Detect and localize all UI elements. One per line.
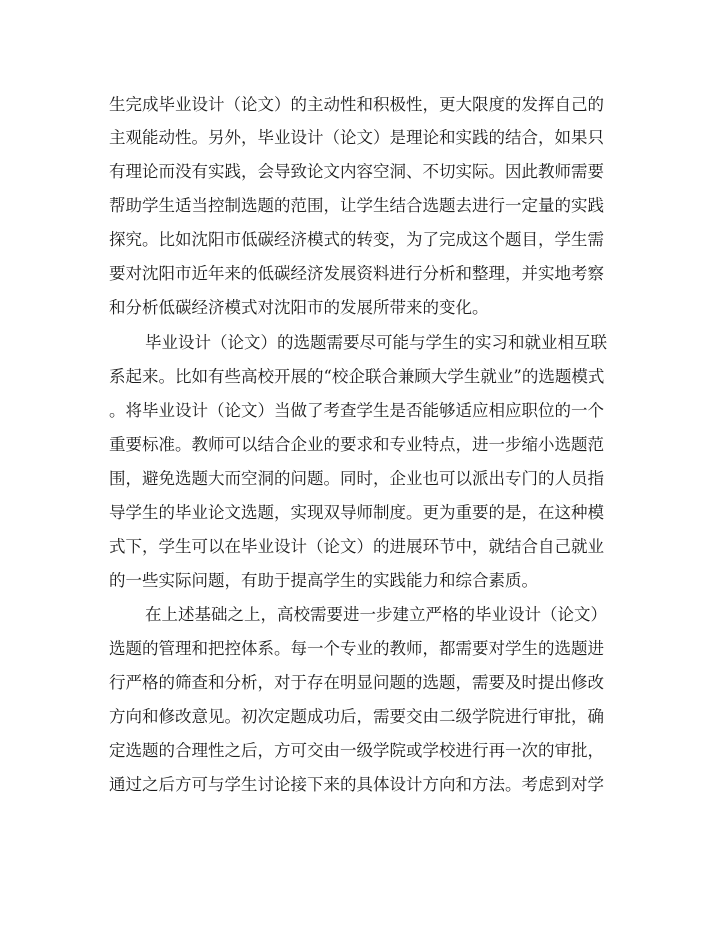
text-line: 主观能动性。另外，毕业设计（论文）是理论和实践的结合，如果只 bbox=[109, 128, 604, 147]
text-line: 导学生的毕业论文选题，实现双导师制度。更为重要的是，在这种模 bbox=[109, 503, 604, 522]
text-line: 系起来。比如有些高校开展的“校企联合兼顾大学生就业”的选题模式 bbox=[109, 367, 605, 386]
text-line: 方向和修改意见。初次定题成功后，需要交由二级学院进行审批，确 bbox=[109, 707, 604, 726]
text-line: 行严格的筛查和分析，对于存在明显问题的选题，需要及时提出修改 bbox=[109, 673, 604, 692]
paragraph-first-line: 毕业设计（论文）的选题需要尽可能与学生的实习和就业相互联 bbox=[145, 333, 607, 352]
text-line: 。将毕业设计（论文）当做了考查学生是否能够适应相应职位的一个 bbox=[109, 401, 604, 420]
text-line: 探究。比如沈阳市低碳经济模式的转变，为了完成这个题目，学生需 bbox=[109, 230, 604, 249]
text-line: 定选题的合理性之后，方可交由一级学院或学校进行再一次的审批， bbox=[109, 741, 604, 760]
text-line: 选题的管理和把控体系。每一个专业的教师，都需要对学生的选题进 bbox=[109, 639, 604, 658]
text-line: 帮助学生适当控制选题的范围，让学生结合选题去进行一定量的实践 bbox=[109, 196, 604, 215]
text-line: 和分析低碳经济模式对沈阳市的发展所带来的变化。 bbox=[109, 298, 489, 317]
text-line: 有理论而没有实践，会导致论文内容空洞、不切实际。因此教师需要 bbox=[109, 162, 604, 181]
paragraph-first-line: 在上述基础之上，高校需要进一步建立严格的毕业设计（论文） bbox=[145, 605, 607, 624]
text-line: 的一些实际问题，有助于提高学生的实践能力和综合素质。 bbox=[109, 571, 538, 590]
text-line: 式下，学生可以在毕业设计（论文）的进展环节中，就结合自己就业 bbox=[109, 537, 604, 556]
text-line: 通过之后方可与学生讨论接下来的具体设计方向和方法。考虑到对学 bbox=[109, 775, 604, 794]
text-line: 要对沈阳市近年来的低碳经济发展资料进行分析和整理，并实地考察 bbox=[109, 264, 604, 283]
text-line: 围，避免选题大而空洞的问题。同时，企业也可以派出专门的人员指 bbox=[109, 469, 604, 488]
text-line: 生完成毕业设计（论文）的主动性和积极性，更大限度的发挥自己的 bbox=[109, 95, 604, 114]
text-line: 重要标准。教师可以结合企业的要求和专业特点，进一步缩小选题范 bbox=[109, 435, 604, 454]
